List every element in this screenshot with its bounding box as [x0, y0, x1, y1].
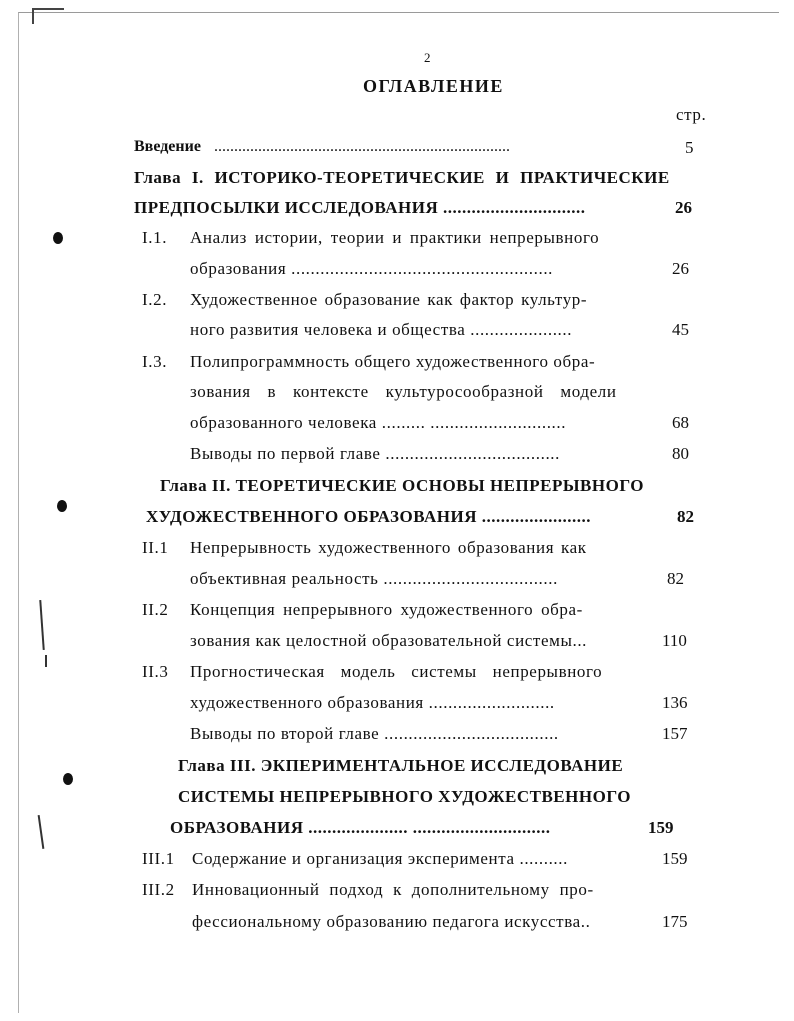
toc-ch3-s2-page: 175: [662, 912, 688, 931]
toc-ch1-s2-num: I.2.: [142, 290, 168, 309]
toc-ch1-conclusions: Выводы по первой главе ....................................: [190, 444, 561, 463]
page-title: ОГЛАВЛЕНИЕ: [363, 76, 504, 96]
toc-ch2-s3-line2: художественного образования ..........................: [190, 693, 555, 712]
toc-ch2-s3-line1: Прогностическая модель системы непрерывного: [190, 662, 603, 681]
toc-ch2-s1-line2: объективная реальность ....................................: [190, 569, 558, 588]
toc-ch2-page: 82: [677, 507, 694, 526]
scan-scratch-2: [45, 655, 47, 667]
toc-ch2-s2-num: II.2: [142, 600, 169, 619]
toc-ch1-s3-page: 68: [672, 413, 689, 432]
toc-ch1-s1-num: I.1.: [142, 228, 168, 247]
toc-ch2-s3-page: 136: [662, 693, 688, 712]
toc-ch3-page: 159: [648, 818, 674, 837]
toc-intro-label: Введение: [134, 138, 201, 155]
toc-ch3-s2-num: III.2: [142, 880, 175, 899]
toc-ch1-s1-line2: образования ......................................................: [190, 259, 554, 278]
binding-hole-1: [53, 232, 63, 244]
toc-ch3-s2-line2: фессиональному образованию педагога искусства..: [192, 912, 591, 931]
toc-ch2-s2-page: 110: [662, 631, 687, 650]
toc-ch1-s2-page: 45: [672, 320, 689, 339]
toc-ch3-title-line2: СИСТЕМЫ НЕПРЕРЫВНОГО ХУДОЖЕСТВЕННОГО: [178, 787, 631, 806]
toc-ch2-s1-page: 82: [667, 569, 684, 588]
toc-ch2-s2-line2: зования как целостной образовательной системы...: [190, 631, 588, 650]
toc-ch2-title-line2: ХУДОЖЕСТВЕННОГО ОБРАЗОВАНИЯ .......................: [146, 507, 591, 526]
toc-ch1-s1-line1: Анализ истории, теории и практики непрерывного: [190, 228, 600, 247]
toc-ch2-s3-num: II.3: [142, 662, 169, 681]
toc-ch1-s3-line2: зования в контексте культуросообразной модели: [190, 382, 617, 401]
toc-intro-page: 5: [685, 138, 694, 157]
toc-ch1-title-line2: ПРЕДПОСЫЛКИ ИССЛЕДОВАНИЯ ..............................: [134, 198, 586, 217]
toc-ch2-s1-num: II.1: [142, 538, 169, 557]
binding-hole-2: [57, 500, 67, 512]
toc-ch3-title-line3: ОБРАЗОВАНИЯ ..................... .............................: [170, 818, 551, 837]
binding-hole-3: [63, 773, 73, 785]
toc-ch2-conclusions: Выводы по второй главе ....................................: [190, 724, 559, 743]
toc-intro-dots: ..........................................................................: [214, 138, 510, 155]
toc-ch1-s2-line2: ного развития человека и общества .....................: [190, 320, 573, 339]
toc-ch3-s1-num: III.1: [142, 849, 175, 868]
page-number: 2: [424, 50, 432, 65]
toc-ch1-s1-page: 26: [672, 259, 689, 278]
toc-ch2-conclusions-page: 157: [662, 724, 688, 743]
toc-ch1-s3-line3: образованного человека ......... ............................: [190, 413, 567, 432]
toc-ch2-s2-line1: Концепция непрерывного художественного обра-: [190, 600, 583, 619]
toc-ch1-s3-line1: Полипрограммность общего художественного обра-: [190, 352, 596, 371]
toc-ch2-s1-line1: Непрерывность художественного образования как: [190, 538, 587, 557]
toc-ch1-title-line1: Глава I. ИСТОРИКО-ТЕОРЕТИЧЕСКИЕ И ПРАКТИЧЕСКИЕ: [134, 168, 670, 187]
corner-mark: [32, 8, 64, 24]
toc-ch1-conclusions-page: 80: [672, 444, 689, 463]
toc-ch1-s3-num: I.3.: [142, 352, 168, 371]
toc-ch3-s2-line1: Инновационный подход к дополнительному про-: [192, 880, 594, 899]
toc-ch3-s1-page: 159: [662, 849, 688, 868]
toc-ch3-s1-line1: Содержание и организация эксперимента ..........: [192, 849, 568, 868]
toc-ch1-s2-line1: Художественное образование как фактор культур-: [190, 290, 588, 309]
toc-ch3-title-line1: Глава III. ЭКПЕРИМЕНТАЛЬНОЕ ИССЛЕДОВАНИЕ: [178, 756, 624, 775]
page-column-label: стр.: [676, 105, 707, 124]
toc-ch2-title-line1: Глава II. ТЕОРЕТИЧЕСКИЕ ОСНОВЫ НЕПРЕРЫВНОГО: [160, 476, 644, 495]
toc-ch1-page: 26: [675, 198, 692, 217]
